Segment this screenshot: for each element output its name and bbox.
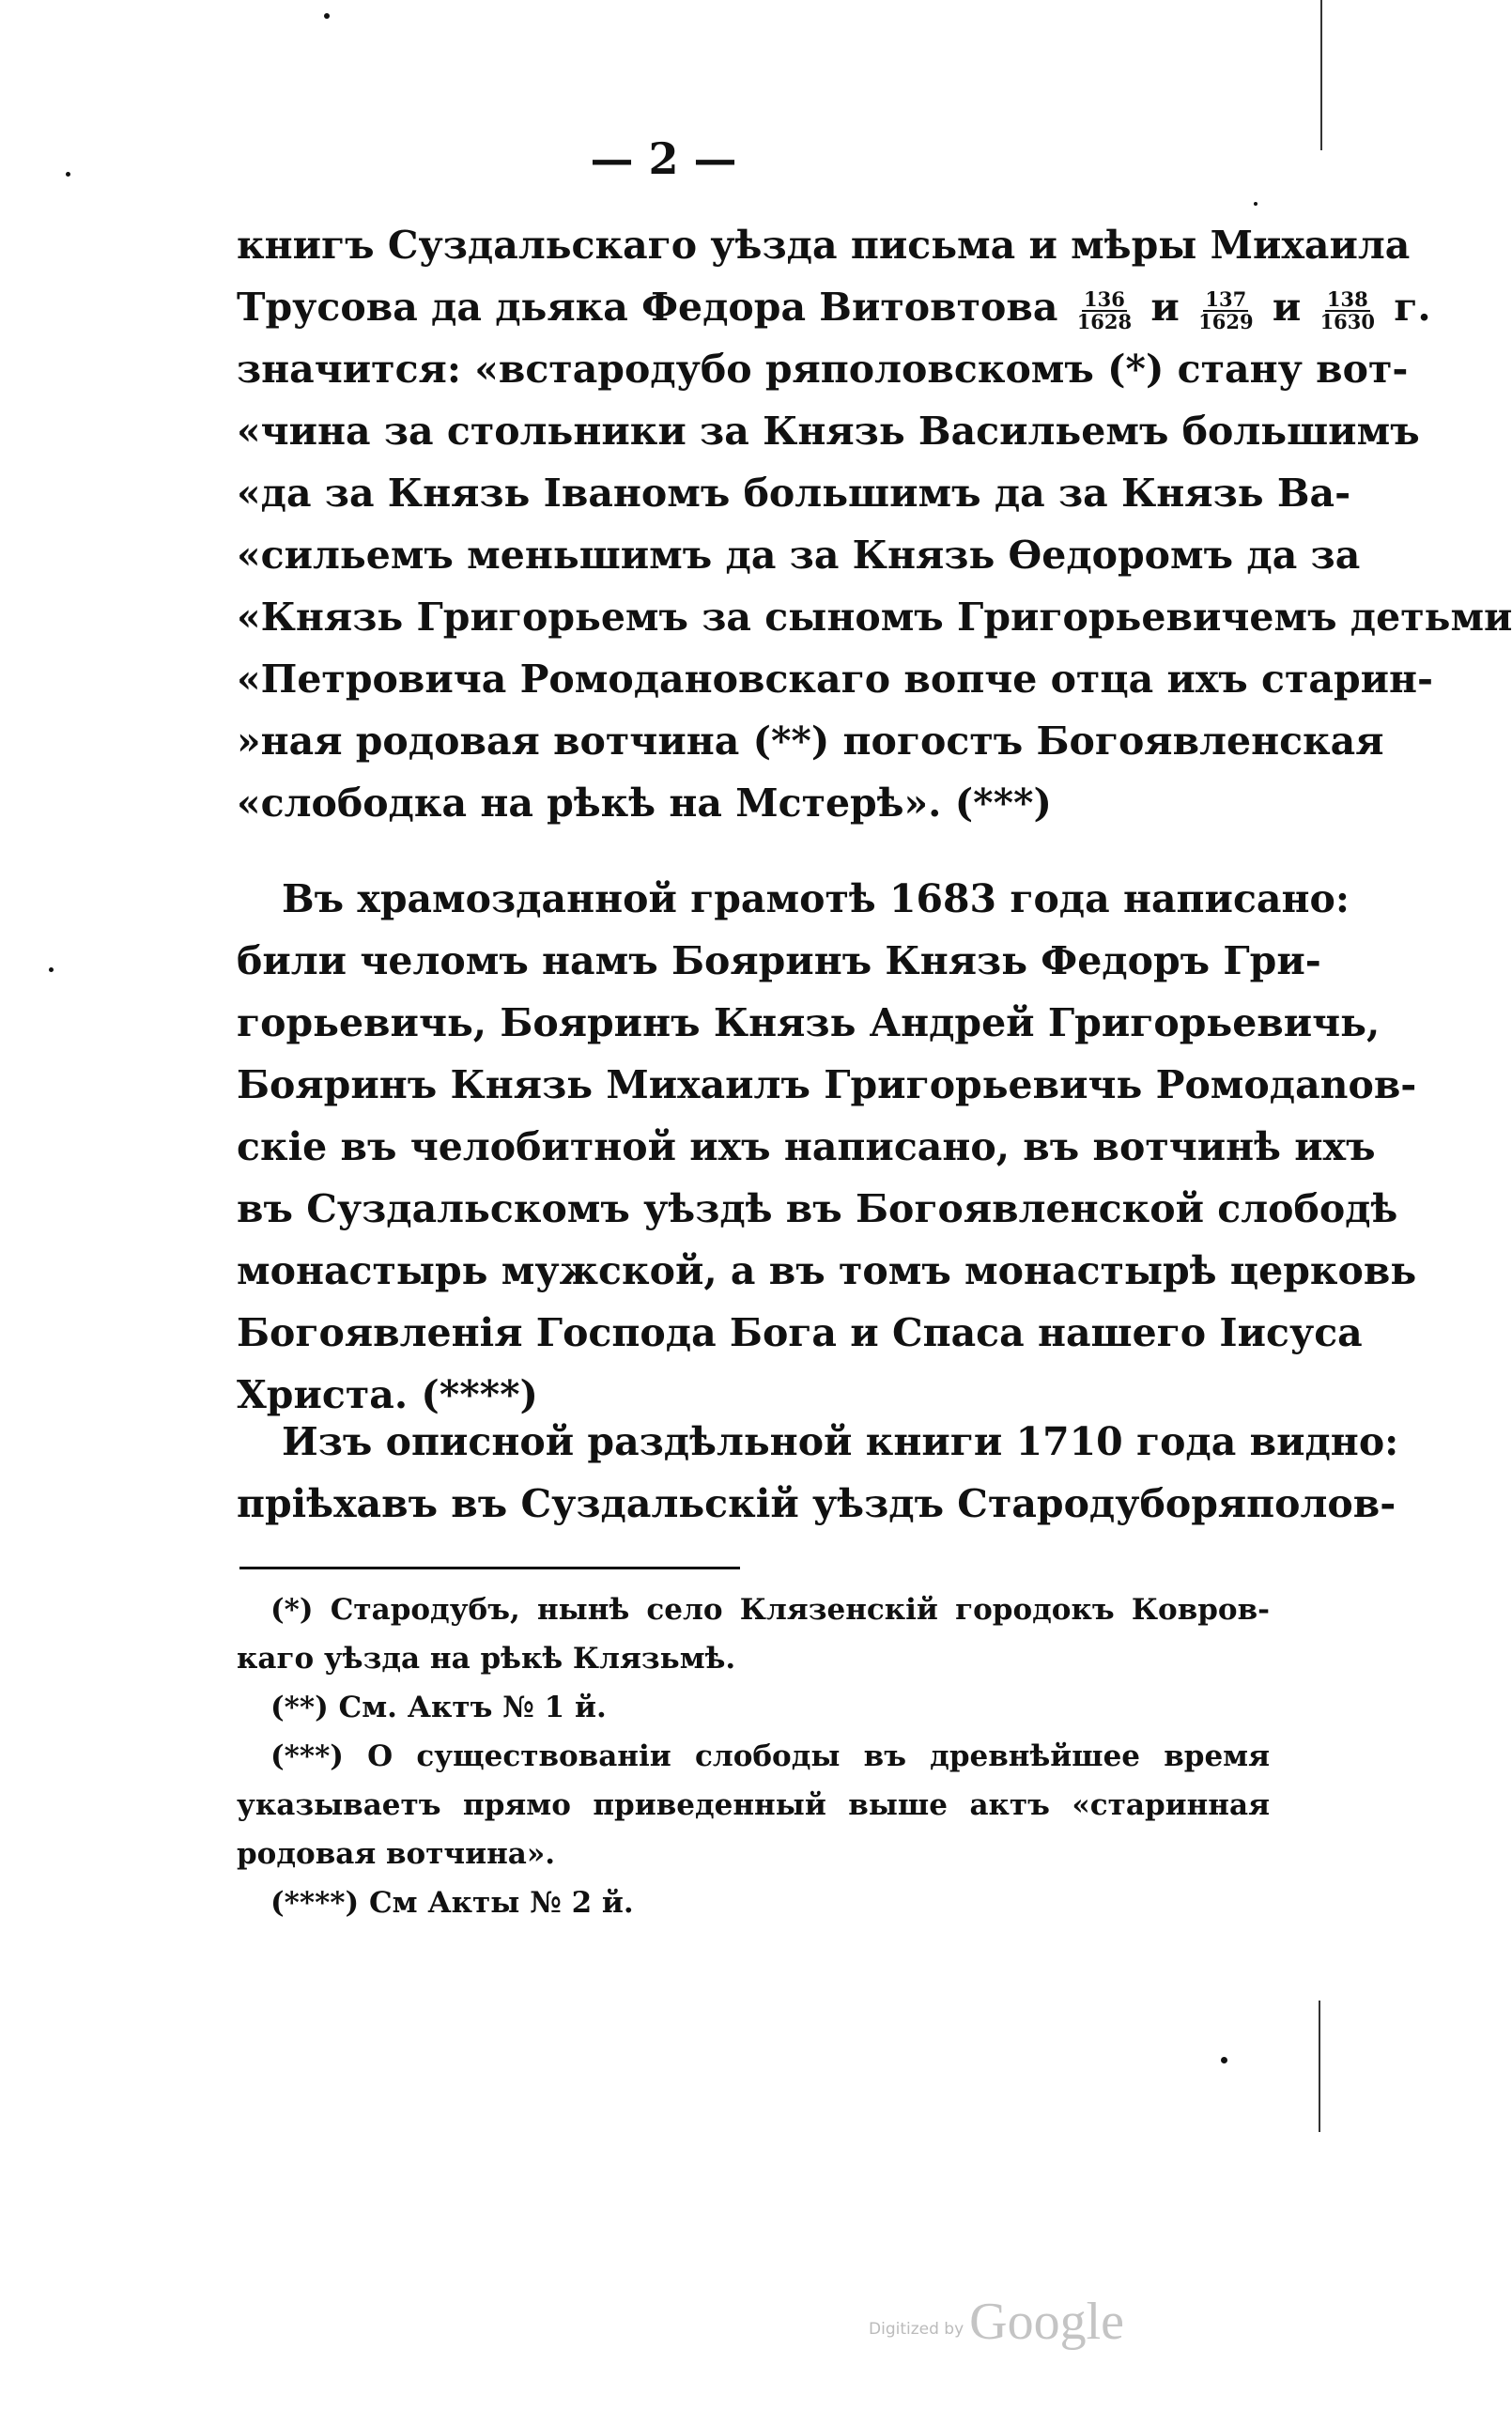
digitized-watermark xyxy=(869,2292,1125,2351)
text-line: «слободка на рѣкѣ на Мстерѣ». (***) xyxy=(237,780,1052,826)
fraction-numerator: 137 xyxy=(1205,286,1247,311)
text-line-with-fractions xyxy=(237,276,1431,338)
text-line: »ная родовая вотчина (**) погостъ Богоявленская xyxy=(237,719,1384,764)
text-line: «сильемъ меньшимъ да за Князь Өедоромъ да за xyxy=(237,533,1361,578)
text-line: Въ храмозданной грамотѣ 1683 года написано: xyxy=(282,876,1350,921)
fraction xyxy=(1075,286,1134,333)
text-line: «да за Князь Іваномъ большимъ да за Князь Ва- xyxy=(237,471,1351,516)
footnote-line: каго уѣзда на рѣкѣ Клязьмѣ. xyxy=(237,1642,736,1676)
paragraph-1 xyxy=(237,214,1512,834)
page-number: — 2 — xyxy=(590,133,737,184)
google-logo: Google xyxy=(969,2293,1125,2351)
fraction-denominator: 1630 xyxy=(1319,309,1376,333)
text-line: книгъ Суздальскаго уѣзда письма и мѣры Михаила xyxy=(237,223,1411,268)
footnote-line: (****) См Акты № 2 й. xyxy=(270,1886,634,1920)
fraction xyxy=(1319,286,1377,333)
footnote-separator xyxy=(239,1567,740,1569)
scan-speck xyxy=(1221,2057,1227,2063)
scan-speck xyxy=(66,172,70,177)
text-line: монастырь мужской, а въ томъ монастырѣ церковь xyxy=(237,1248,1417,1293)
conjunction: и xyxy=(1150,285,1180,330)
text-line: «Князь Григорьемъ за сыномъ Григорьевичемъ детьми xyxy=(237,595,1512,640)
fraction-denominator: 1628 xyxy=(1076,309,1133,333)
text-line: били челомъ намъ Бояринъ Князь Федоръ Гри- xyxy=(237,938,1321,983)
scan-edge-line xyxy=(1320,0,1322,150)
text-line: значится: «встародубо ряполовскомъ (*) стану вот- xyxy=(237,347,1409,392)
text-line: «Петровича Ромодановскаго вопче отца ихъ старин- xyxy=(237,657,1434,702)
scan-speck xyxy=(324,13,330,19)
text-line: Богоявленія Господа Бога и Спаса нашего Іисуса xyxy=(237,1310,1363,1355)
text-line: Бояринъ Князь Михаилъ Григорьевичь Ромодanов- xyxy=(237,1062,1417,1107)
footnotes xyxy=(237,1585,1270,1927)
text-line: въ Суздальскомъ уѣздѣ въ Богоявленской слободѣ xyxy=(237,1186,1398,1231)
text-line: пріѣхавъ въ Суздальскій уѣздъ Стародуборяполов- xyxy=(237,1481,1396,1526)
digitized-label: Digitized by xyxy=(869,2320,964,2339)
text-span: Трусова да дьяка Федора Витовтова xyxy=(237,285,1058,330)
text-line: Христа. (****) xyxy=(237,1372,538,1417)
fraction-numerator: 138 xyxy=(1326,286,1368,311)
paragraph-3 xyxy=(237,1411,1399,1535)
footnote-line: (***) О существованіи слободы въ древнѣйшее время xyxy=(270,1739,1270,1773)
year-abbreviation: г. xyxy=(1394,285,1431,330)
text-line: «чина за стольники за Князь Васильемъ большимъ xyxy=(237,409,1420,454)
conjunction: и xyxy=(1272,285,1302,330)
scan-speck xyxy=(1254,202,1257,206)
footnote-line: родовая вотчина». xyxy=(237,1837,556,1871)
paragraph-2 xyxy=(237,868,1417,1426)
footnote-line: (*) Стародубъ, нынѣ село Клязенскій городокъ Ковров- xyxy=(270,1593,1270,1627)
text-line: горьевичь, Бояринъ Князь Андрей Григорьевичь, xyxy=(237,1000,1381,1045)
text-line: скіе въ челобитной ихъ написано, въ вотчинѣ ихъ xyxy=(237,1124,1376,1169)
scan-edge-line xyxy=(1319,2001,1320,2132)
fraction-denominator: 1629 xyxy=(1198,309,1254,333)
footnote-line: (**) См. Актъ № 1 й. xyxy=(270,1691,607,1724)
text-line: Изъ описной раздѣльной книги 1710 года видно: xyxy=(282,1419,1399,1464)
scan-speck xyxy=(49,967,54,972)
fraction xyxy=(1196,286,1255,333)
fraction-numerator: 136 xyxy=(1083,286,1125,311)
footnote-line: указываетъ прямо приведенный выше актъ «старинная xyxy=(237,1788,1270,1822)
